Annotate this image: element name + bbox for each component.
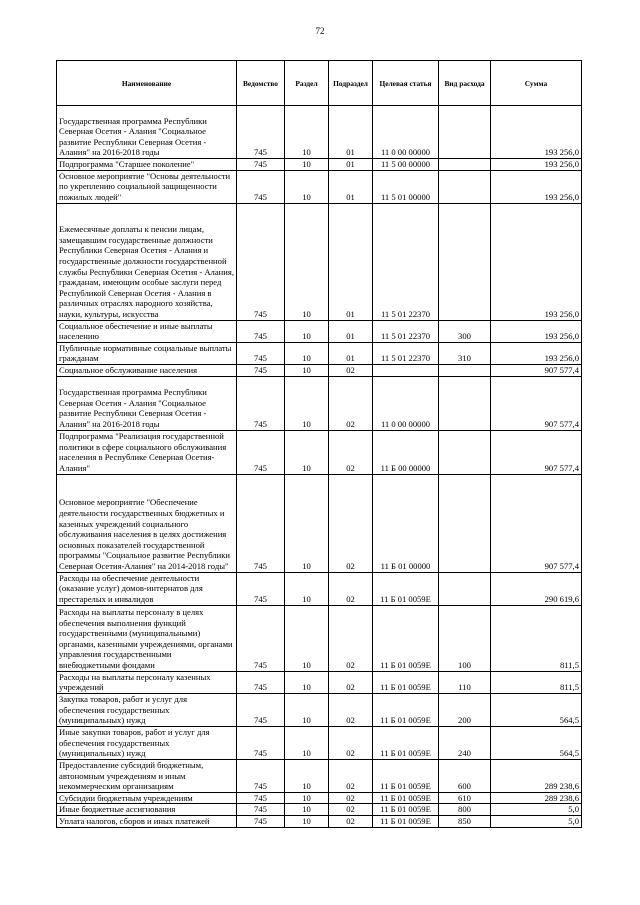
cell-subsection: 01 <box>329 320 373 342</box>
cell-section: 10 <box>285 320 329 342</box>
cell-section: 10 <box>285 572 329 605</box>
cell-amount: 193 256,0 <box>491 320 582 342</box>
cell-expense-type: 100 <box>439 605 491 671</box>
header-department: Ведомство <box>237 61 285 106</box>
cell-section: 10 <box>285 671 329 693</box>
table-row <box>57 430 582 474</box>
cell-section: 10 <box>285 804 329 816</box>
table-row <box>57 605 582 671</box>
cell-subsection: 01 <box>329 203 373 320</box>
cell-name: Подпрограмма "Реализация государственной политики в сфере социального обслуживания населения в Республике Северная Осетия-Алания" <box>57 430 237 474</box>
cell-expense-type <box>439 474 491 572</box>
cell-target-article: 11 Б 01 0059Е <box>373 572 439 605</box>
cell-name: Ежемесячные доплаты к пенсии лицам, замещавшим государственные должности Республики Северная Осетия - Алания и государственные должности государственной службы Республики Северная Осетия - Алания, гражданам, имеющим особые заслуги перед Республикой Северная Осетия - Алания в различных отраслях народного хозяйства, науки, культуры, искусства <box>57 203 237 320</box>
cell-subsection: 02 <box>329 804 373 816</box>
cell-section: 10 <box>285 203 329 320</box>
cell-amount: 193 256,0 <box>491 159 582 171</box>
cell-subsection: 02 <box>329 759 373 792</box>
cell-department: 745 <box>237 320 285 342</box>
cell-department: 745 <box>237 159 285 171</box>
cell-department: 745 <box>237 726 285 759</box>
cell-expense-type <box>439 170 491 203</box>
table-row <box>57 759 582 792</box>
table-row <box>57 342 582 364</box>
cell-expense-type: 110 <box>439 671 491 693</box>
cell-amount: 907 577,4 <box>491 364 582 376</box>
header-target-article: Целевая статья <box>373 61 439 106</box>
cell-target-article: 11 5 01 22370 <box>373 203 439 320</box>
cell-amount: 811,5 <box>491 671 582 693</box>
cell-expense-type <box>439 376 491 430</box>
cell-section: 10 <box>285 106 329 159</box>
cell-subsection: 01 <box>329 106 373 159</box>
cell-department: 745 <box>237 474 285 572</box>
cell-target-article: 11 5 01 00000 <box>373 170 439 203</box>
cell-target-article: 11 Б 01 0059Е <box>373 759 439 792</box>
cell-expense-type <box>439 159 491 171</box>
cell-department: 745 <box>237 605 285 671</box>
table-row <box>57 474 582 572</box>
cell-name: Расходы на обеспечение деятельности (оказание услуг) домов-интернатов для престарелых и инвалидов <box>57 572 237 605</box>
cell-expense-type: 240 <box>439 726 491 759</box>
cell-department: 745 <box>237 693 285 726</box>
cell-department: 745 <box>237 364 285 376</box>
header-section: Раздел <box>285 61 329 106</box>
cell-section: 10 <box>285 376 329 430</box>
cell-subsection: 02 <box>329 671 373 693</box>
cell-subsection: 02 <box>329 376 373 430</box>
cell-name: Предоставление субсидий бюджетным, автономным учреждениям и иным некоммерческим организациям <box>57 759 237 792</box>
table-row <box>57 364 582 376</box>
cell-expense-type <box>439 430 491 474</box>
cell-subsection: 02 <box>329 693 373 726</box>
cell-subsection: 02 <box>329 572 373 605</box>
cell-section: 10 <box>285 430 329 474</box>
table-row <box>57 792 582 804</box>
table-row <box>57 320 582 342</box>
cell-amount: 564,5 <box>491 693 582 726</box>
cell-department: 745 <box>237 106 285 159</box>
cell-target-article: 11 Б 01 0059Е <box>373 815 439 827</box>
cell-name: Субсидии бюджетным учреждениям <box>57 792 237 804</box>
cell-subsection: 01 <box>329 159 373 171</box>
cell-department: 745 <box>237 572 285 605</box>
cell-department: 745 <box>237 170 285 203</box>
cell-name: Социальное обеспечение и иные выплаты населению <box>57 320 237 342</box>
table-row <box>57 572 582 605</box>
cell-section: 10 <box>285 605 329 671</box>
cell-section: 10 <box>285 474 329 572</box>
cell-amount: 5,0 <box>491 804 582 816</box>
cell-department: 745 <box>237 792 285 804</box>
cell-department: 745 <box>237 342 285 364</box>
cell-name: Расходы на выплаты персоналу в целях обеспечения выполнения функций государственными (муниципальными) органами, казенными учреждениями, органами управления государственными внебюджетными фондами <box>57 605 237 671</box>
cell-amount: 5,0 <box>491 815 582 827</box>
cell-department: 745 <box>237 815 285 827</box>
cell-name: Иные бюджетные ассигнования <box>57 804 237 816</box>
cell-amount: 289 238,6 <box>491 792 582 804</box>
cell-target-article: 11 Б 01 0059Е <box>373 726 439 759</box>
cell-target-article: 11 Б 01 0059Е <box>373 693 439 726</box>
cell-target-article: 11 Б 01 00000 <box>373 474 439 572</box>
cell-subsection: 01 <box>329 170 373 203</box>
cell-target-article <box>373 364 439 376</box>
cell-target-article: 11 0 00 00000 <box>373 376 439 430</box>
cell-amount: 193 256,0 <box>491 203 582 320</box>
cell-target-article: 11 Б 00 00000 <box>373 430 439 474</box>
cell-target-article: 11 5 01 22370 <box>373 342 439 364</box>
cell-subsection: 02 <box>329 815 373 827</box>
cell-target-article: 11 5 00 00000 <box>373 159 439 171</box>
cell-target-article: 11 Б 01 0059Е <box>373 804 439 816</box>
cell-name: Уплата налогов, сборов и иных платежей <box>57 815 237 827</box>
table-row <box>57 159 582 171</box>
cell-section: 10 <box>285 364 329 376</box>
cell-expense-type <box>439 106 491 159</box>
cell-subsection: 02 <box>329 474 373 572</box>
cell-section: 10 <box>285 759 329 792</box>
cell-target-article: 11 Б 01 0059Е <box>373 671 439 693</box>
cell-amount: 564,5 <box>491 726 582 759</box>
cell-name: Закупка товаров, работ и услуг для обеспечения государственных (муниципальных) нужд <box>57 693 237 726</box>
table-row <box>57 671 582 693</box>
cell-subsection: 01 <box>329 342 373 364</box>
header-subsection: Подраздел <box>329 61 373 106</box>
cell-amount: 193 256,0 <box>491 170 582 203</box>
cell-name: Основное мероприятие "Основы деятельности по укреплению социальной защищенности пожилых людей" <box>57 170 237 203</box>
cell-name: Основное мероприятие "Обеспечение деятельности государственных бюджетных и казенных учреждений социального обслуживания населения в целях достижения основных показателей государственной программы "Социальное развитие Республики Северная Осетия-Алания" на 2014-2018 годы" <box>57 474 237 572</box>
cell-target-article: 11 5 01 22370 <box>373 320 439 342</box>
cell-expense-type: 200 <box>439 693 491 726</box>
table-row <box>57 815 582 827</box>
cell-name: Публичные нормативные социальные выплаты гражданам <box>57 342 237 364</box>
cell-department: 745 <box>237 203 285 320</box>
cell-expense-type: 600 <box>439 759 491 792</box>
page-number: 72 <box>315 26 325 36</box>
budget-table <box>56 60 582 828</box>
cell-department: 745 <box>237 671 285 693</box>
cell-name: Расходы на выплаты персоналу казенных учреждений <box>57 671 237 693</box>
cell-amount: 907 577,4 <box>491 430 582 474</box>
cell-subsection: 02 <box>329 430 373 474</box>
cell-expense-type: 300 <box>439 320 491 342</box>
cell-amount: 290 619,6 <box>491 572 582 605</box>
cell-target-article: 11 Б 01 0059Е <box>373 605 439 671</box>
cell-amount: 811,5 <box>491 605 582 671</box>
cell-amount: 907 577,4 <box>491 474 582 572</box>
cell-name: Социальное обслуживание населения <box>57 364 237 376</box>
cell-amount: 193 256,0 <box>491 106 582 159</box>
cell-amount: 193 256,0 <box>491 342 582 364</box>
table-row <box>57 804 582 816</box>
table-row <box>57 693 582 726</box>
cell-name: Государственная программа Республики Северная Осетия - Алания "Социальное развитие Республики Северная Осетия - Алания" на 2016-2018 годы <box>57 106 237 159</box>
cell-expense-type: 310 <box>439 342 491 364</box>
cell-subsection: 02 <box>329 726 373 759</box>
cell-section: 10 <box>285 159 329 171</box>
cell-department: 745 <box>237 804 285 816</box>
cell-amount: 289 238,6 <box>491 759 582 792</box>
cell-subsection: 02 <box>329 605 373 671</box>
table-row <box>57 170 582 203</box>
cell-department: 745 <box>237 376 285 430</box>
cell-expense-type: 800 <box>439 804 491 816</box>
cell-name: Иные закупки товаров, работ и услуг для обеспечения государственных (муниципальных) нужд <box>57 726 237 759</box>
cell-expense-type <box>439 572 491 605</box>
cell-target-article: 11 Б 01 0059Е <box>373 792 439 804</box>
cell-expense-type: 610 <box>439 792 491 804</box>
cell-subsection: 02 <box>329 792 373 804</box>
header-amount: Сумма <box>491 61 582 106</box>
cell-name: Государственная программа Республики Северная Осетия - Алания "Социальное развитие Республики Северная Осетия - Алания" на 2016-2018 годы <box>57 376 237 430</box>
table-row <box>57 203 582 320</box>
cell-section: 10 <box>285 726 329 759</box>
table-row <box>57 106 582 159</box>
cell-target-article: 11 0 00 00000 <box>373 106 439 159</box>
cell-subsection: 02 <box>329 364 373 376</box>
cell-expense-type: 850 <box>439 815 491 827</box>
cell-section: 10 <box>285 170 329 203</box>
cell-department: 745 <box>237 430 285 474</box>
cell-amount: 907 577,4 <box>491 376 582 430</box>
header-expense-type: Вид расхода <box>439 61 491 106</box>
cell-section: 10 <box>285 342 329 364</box>
cell-department: 745 <box>237 759 285 792</box>
cell-expense-type <box>439 364 491 376</box>
table-row <box>57 726 582 759</box>
cell-name: Подпрограмма "Старшее поколение" <box>57 159 237 171</box>
cell-section: 10 <box>285 693 329 726</box>
cell-expense-type <box>439 203 491 320</box>
header-name: Наименование <box>57 61 237 106</box>
table-header-row <box>57 61 582 106</box>
table-row <box>57 376 582 430</box>
cell-section: 10 <box>285 815 329 827</box>
cell-section: 10 <box>285 792 329 804</box>
